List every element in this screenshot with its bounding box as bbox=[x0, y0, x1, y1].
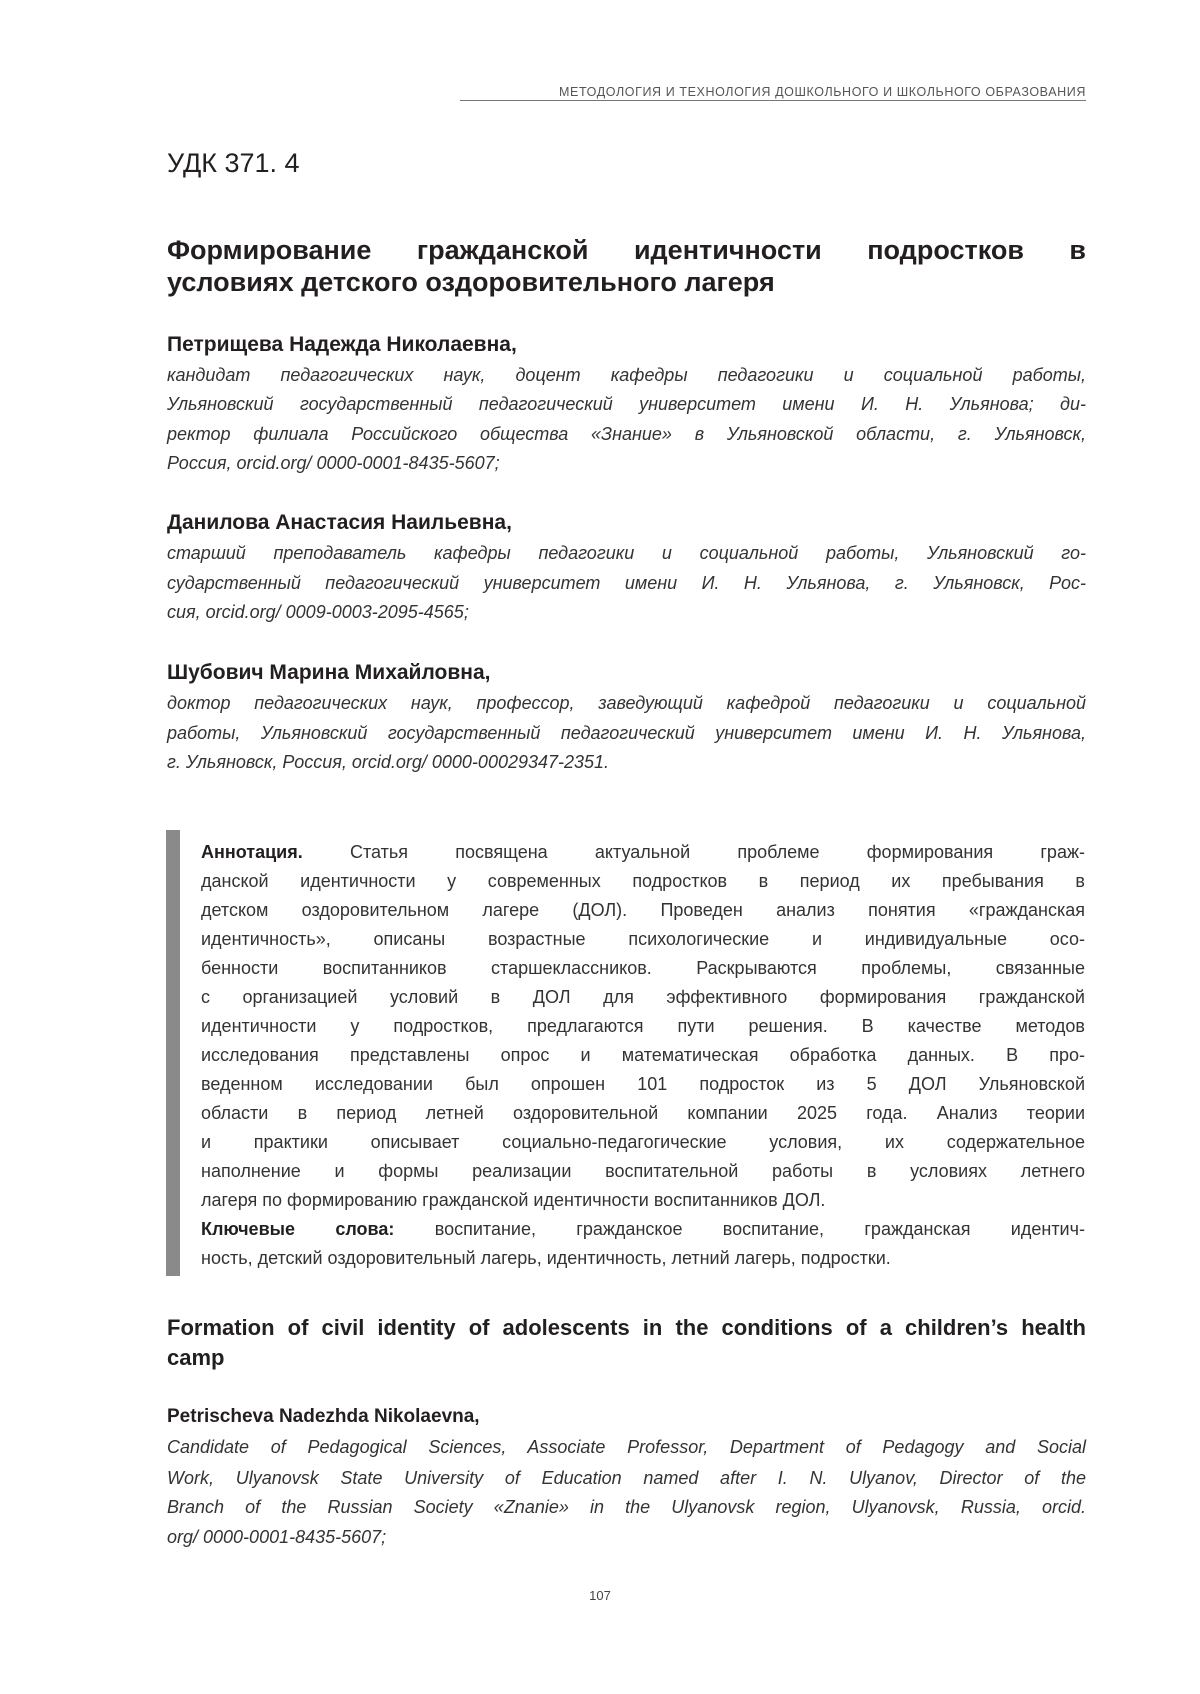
author-affiliation-line: Ульяновский государственный педагогический университет имени И. Н. Ульянова; ди- bbox=[167, 394, 1086, 414]
abstract-line: идентичности у подростков, предлагаются пути решения. В качестве методов bbox=[201, 1016, 1085, 1036]
author-affiliation-line: кандидат педагогических наук, доцент кафедры педагогики и социальной работы, bbox=[167, 365, 1086, 385]
english-affiliation-line: Branch of the Russian Society «Znanie» in the Ulyanovsk region, Ulyanovsk, Russia, orcid. bbox=[167, 1497, 1086, 1517]
keywords-line: ность, детский оздоровительный лагерь, идентичность, летний лагерь, подростки. bbox=[201, 1248, 891, 1268]
running-header: МЕТОДОЛОГИЯ И ТЕХНОЛОГИЯ ДОШКОЛЬНОГО И ШКОЛЬНОГО ОБРАЗОВАНИЯ bbox=[460, 84, 1086, 101]
abstract-text: Статья посвящена актуальной проблеме формирования граж- bbox=[350, 842, 1085, 862]
author-name: Петрищева Надежда Николаевна, bbox=[167, 333, 517, 356]
author-name: Шубович Марина Михайловна, bbox=[167, 661, 491, 684]
english-title-line: Formation of civil identity of adolescents in the conditions of a children’s health bbox=[167, 1315, 1086, 1340]
author-affiliation-line: ректор филиала Российского общества «Знание» в Ульяновской области, г. Ульяновск, bbox=[167, 424, 1086, 444]
abstract-line: исследования представлены опрос и математическая обработка данных. В про- bbox=[201, 1045, 1085, 1065]
author-affiliation-line: сия, orcid.org/ 0009-0003-2095-4565; bbox=[167, 602, 469, 622]
page-number: 107 bbox=[589, 1588, 611, 1603]
english-affiliation-line: Work, Ulyanovsk State University of Education named after I. N. Ulyanov, Director of the bbox=[167, 1468, 1086, 1488]
author-affiliation-line: работы, Ульяновский государственный педагогический университет имени И. Н. Ульянова, bbox=[167, 723, 1086, 743]
abstract-line: и практики описывает социально-педагогические условия, их содержательное bbox=[201, 1132, 1085, 1152]
abstract-accent-bar bbox=[166, 830, 180, 1276]
keywords-label: Ключевые слова: bbox=[201, 1219, 395, 1239]
keywords-text: воспитание, гражданское воспитание, гражданская идентич- bbox=[434, 1219, 1085, 1239]
author-affiliation-line: г. Ульяновск, Россия, orcid.org/ 0000-00029347-2351. bbox=[167, 752, 610, 772]
article-title-line: Формирование гражданской идентичности подростков в bbox=[167, 235, 1086, 265]
english-affiliation-line: org/ 0000-0001-8435-5607; bbox=[167, 1527, 387, 1547]
author-affiliation-line: старший преподаватель кафедры педагогики и социальной работы, Ульяновский го- bbox=[167, 543, 1086, 563]
article-title-line: условиях детского оздоровительного лагеря bbox=[167, 267, 775, 297]
abstract-line: лагеря по формированию гражданской идентичности воспитанников ДОЛ. bbox=[201, 1190, 826, 1210]
english-affiliation-line: Candidate of Pedagogical Sciences, Associate Professor, Department of Pedagogy and Social bbox=[167, 1437, 1086, 1457]
abstract-line bbox=[201, 840, 1085, 864]
abstract-line: области в период летней оздоровительной компании 2025 года. Анализ теории bbox=[201, 1103, 1085, 1123]
author-affiliation-line: доктор педагогических наук, профессор, заведующий кафедрой педагогики и социальной bbox=[167, 693, 1086, 713]
abstract-line: наполнение и формы реализации воспитательной работы в условиях летнего bbox=[201, 1161, 1085, 1181]
abstract-label: Аннотация. bbox=[201, 842, 303, 862]
abstract-line: детском оздоровительном лагере (ДОЛ). Проведен анализ понятия «гражданская bbox=[201, 900, 1085, 920]
abstract-line: идентичность», описаны возрастные психологические и индивидуальные осо- bbox=[201, 929, 1085, 949]
english-title-line: camp bbox=[167, 1345, 225, 1370]
udk-code: УДК 371. 4 bbox=[167, 148, 300, 178]
author-affiliation-line: Россия, orcid.org/ 0000-0001-8435-5607; bbox=[167, 453, 500, 473]
abstract-line: данской идентичности у современных подростков в период их пребывания в bbox=[201, 871, 1085, 891]
abstract-line: веденном исследовании был опрошен 101 подросток из 5 ДОЛ Ульяновской bbox=[201, 1074, 1085, 1094]
english-author-name: Petrischeva Nadezhda Nikolaevna, bbox=[167, 1406, 480, 1427]
author-affiliation-line: сударственный педагогический университет имени И. Н. Ульянова, г. Ульяновск, Рос- bbox=[167, 573, 1086, 593]
abstract-line: с организацией условий в ДОЛ для эффективного формирования гражданской bbox=[201, 987, 1085, 1007]
keywords-line bbox=[201, 1217, 1085, 1241]
abstract-line: бенности воспитанников старшеклассников. Раскрываются проблемы, связанные bbox=[201, 958, 1085, 978]
author-name: Данилова Анастасия Наильевна, bbox=[167, 511, 512, 534]
